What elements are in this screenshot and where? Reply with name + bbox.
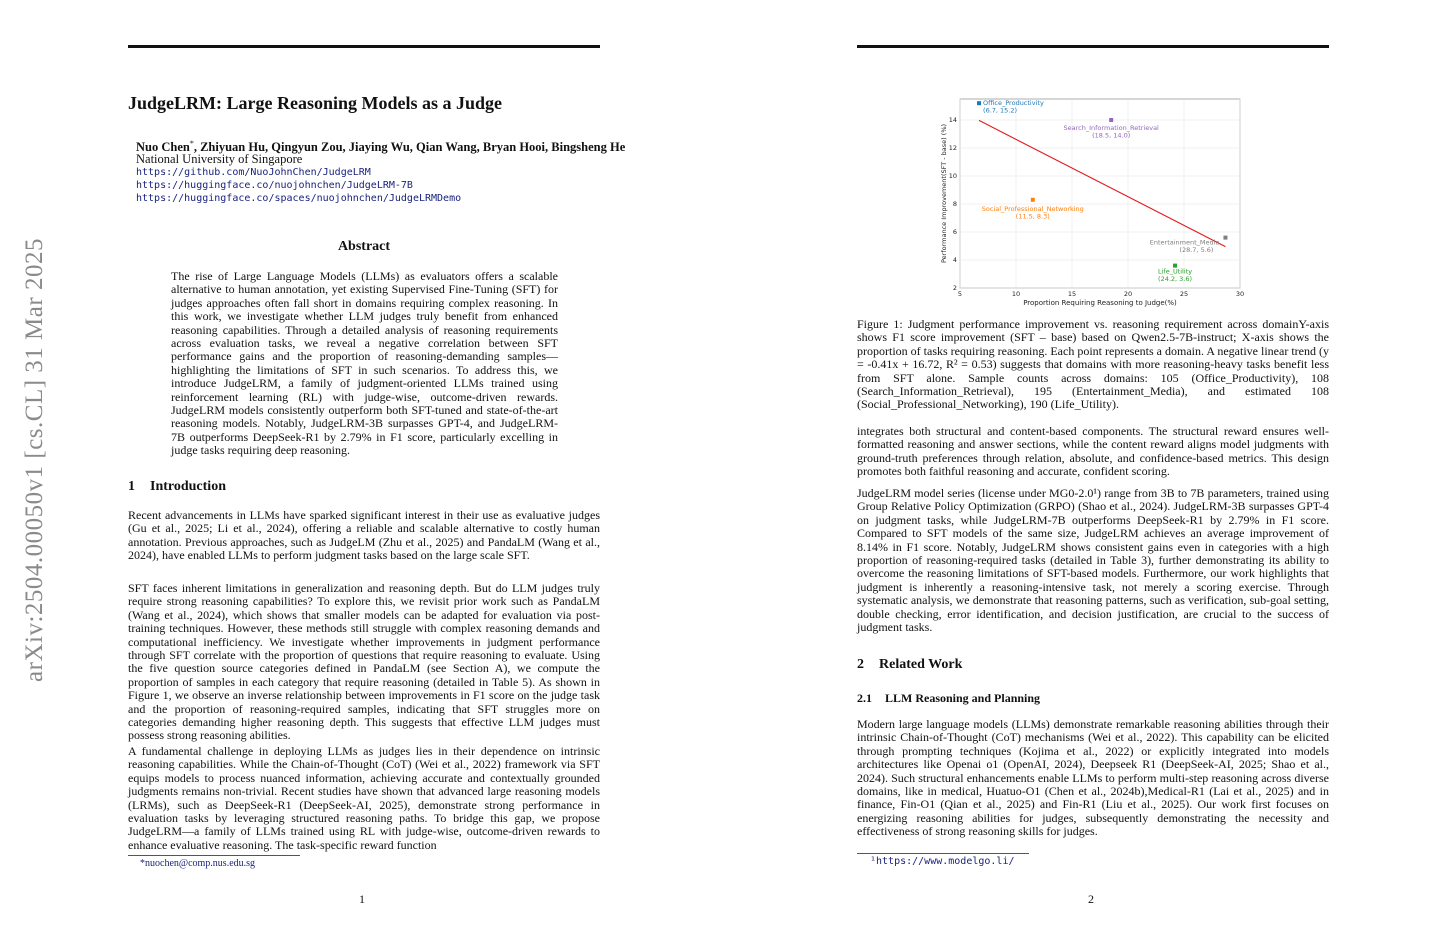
section-1-number: 1 — [128, 479, 135, 494]
author-list: Nuo Chen*, Zhiyuan Hu, Qingyun Zou, Jiaying Wu, Qian Wang, Bryan Hooi, Bingsheng He — [136, 139, 626, 155]
abstract-text: The rise of Large Language Models (LLMs) as evaluators offers a scalable alternative to human annotation, yet existing Supervised Fine-Tuning (SFT) for judges approaches often fall short in domains requiring complex reasoning. In this work, we investigate whether LLM judges truly benefit from enhanced reasoning capabilities. Through a detailed analysis of reasoning requirements across evaluation tasks, we reveal a negative correlation between SFT performance gains and the proportion of reasoning-demanding samples—highlighting the limitations of SFT in such scenarios. To address this, we introduce JudgeLRM, a family of judgment-oriented LLMs trained using reinforcement learning (RL) with judge-wise, outcome-driven rewards. JudgeLRM models consistently outperform both SFT-tuned and state-of-the-art reasoning models. Notably, JudgeLRM-3B surpasses GPT-4, and JudgeLRM-7B outperforms DeepSeek-R1 by 2.79% in F1 score, particularly excelling in judge tasks requiring deep reasoning. — [171, 269, 558, 458]
intro-paragraph-2: SFT faces inherent limitations in generalization and reasoning depth. But do LLM judges truly require strong reasoning capabilities? To explore this, we revisit prior work such as PandaLM (Wang et al., 2024), which shows that smaller models can be adapted for evaluation via post-training techniques. However, these methods still struggle with complex reasoning demands and computational inefficiency. We investigate whether improvements in judgment performance through SFT correlate with the proportion of questions that require reasoning to evaluate. Using the five question source categories defined in PandaLM (see Section A), we compute the proportion of samples in each category that require reasoning (detailed in Table 5). As shown in Figure 1, we observe an inverse relationship between improvements in F1 score on the judge task and the proportion of reasoning-required samples, indicating that SFT struggles more on categories demanding higher reasoning depth. This suggests that effective LLM judges must possess strong reasoning abilities. — [128, 581, 600, 743]
data-point — [977, 101, 981, 105]
footnote-rule-page2 — [857, 853, 1029, 854]
first-author: Nuo Chen — [136, 140, 190, 155]
top-rule-page2 — [857, 45, 1329, 48]
x-axis-label: Proportion Requiring Reasoning to Judge(%) — [1023, 299, 1177, 307]
point-label-value: (24.2, 3.6) — [1158, 275, 1193, 284]
footnote-modelgo-url[interactable]: ¹https://www.modelgo.li/ — [870, 856, 1015, 867]
point-label-name: Search_Information_Retrieval — [1063, 124, 1159, 132]
point-label-name: Entertainment_Media — [1149, 238, 1220, 247]
page-number-2: 2 — [1088, 892, 1094, 906]
point-label-name: Office_Productivity — [983, 99, 1044, 108]
other-authors: Zhiyuan Hu, Qingyun Zou, Jiaying Wu, Qian Wang, Bryan Hooi, Bingsheng He — [200, 140, 626, 155]
y-tick-label: 4 — [952, 256, 957, 265]
url-huggingface-model[interactable]: https://huggingface.co/nuojohnchen/JudgeLRM-7B — [136, 180, 413, 191]
x-tick-label: 30 — [1235, 290, 1245, 298]
paper-title: JudgeLRM: Large Reasoning Models as a Judge — [128, 93, 503, 113]
y-tick-label: 6 — [952, 228, 957, 237]
section-2-title: Related Work — [879, 657, 963, 672]
point-label-name: Life_Utility — [1157, 267, 1193, 276]
intro-paragraph-1: Recent advancements in LLMs have sparked significant interest in their use as evaluative judges (Gu et al., 2025; Li et al., 2024), offering a reliable and scalable alternative to costly human annotation. Previous approaches, such as JudgeLM (Zhu et al., 2025) and PandaLM (Wang et al., 2024), have enabled LLMs to perform judgment tasks based on the large scale SFT. — [128, 508, 600, 563]
y-tick-label: 14 — [948, 116, 957, 125]
data-point — [1223, 236, 1227, 240]
section-1-title: Introduction — [150, 479, 226, 494]
page-number-1: 1 — [359, 892, 365, 906]
point-label-value: (6.7, 15.2) — [983, 106, 1018, 115]
y-axis-label: Performance Improvement(SFT - base) (%) — [940, 123, 948, 264]
page2-paragraph-1: integrates both structural and content-based components. The structural reward ensures well-formatted reasoning and answer sections, while the content reward aligns model judgments with ground-truth preferences through relation, absolute, and confidence-based metrics. This design promotes both faithful reasoning and accurate, confident scoring. — [857, 424, 1329, 479]
data-point — [1031, 198, 1035, 202]
y-tick-label: 8 — [952, 200, 957, 209]
page2-paragraph-2: JudgeLRM model series (license under MG0-2.0¹) range from 3B to 7B parameters, trained using Group Relative Policy Optimization (GRPO) (Shao et al., 2024). JudgeLRM-3B surpasses GPT-4 on judgment tasks, while JudgeLRM-7B outperforms DeepSeek-R1 by 2.79% in F1 score. Compared to SFT models of the same size, JudgeLRM achieves an average improvement of 8.14% in F1 score. Notably, JudgeLRM shows consistent gains even in categories with a high proportion of reasoning-required tasks (detailed in Table 3), further demonstrating its ability to overcome the reasoning limitations of SFT-based models. Furthermore, our work highlights that judgment is inherently a reasoning-intensive task, not merely a scoring exercise. Through systematic analysis, we demonstrate that reasoning patterns, such as verification, sub-goal setting, double checking, error identification, and decision justification, are crucial to the success of judgment tasks. — [857, 486, 1329, 635]
page2-paragraph-3: Modern large language models (LLMs) demonstrate remarkable reasoning abilities through their intrinsic Chain-of-Thought (CoT) mechanisms (Wei et al., 2022). This capability can be elicited through prompting techniques (Kojima et al., 2022) or explicitly integrated into models architectures like Openai o1 (OpenAI, 2024), Deepseek R1 (DeepSeek-AI, 2025; Shao et al., 2024). Such structural enhancements enable LLMs to perform multi-step reasoning across diverse domains, like in medical, Huatuo-O1 (Chen et al., 2024b),Medical-R1 (Lai et al., 2025) and in finance, Fin-O1 (Qian et al., 2025) and Fin-R1 (Liu et al., 2025). Our work first focuses on energizing reasoning abilities for judges, subsequently demonstrating the necessity and effectiveness of strong reasoning skills for judges. — [857, 717, 1329, 839]
point-label-value: (18.5, 14.0) — [1092, 131, 1131, 140]
data-point — [1109, 118, 1113, 122]
footnote-rule-page1 — [128, 855, 300, 856]
subsection-2-1-title: LLM Reasoning and Planning — [885, 691, 1041, 705]
point-label-value: (28.7, 5.6) — [1179, 246, 1214, 255]
abstract-heading: Abstract — [337, 239, 391, 254]
top-rule-page1 — [128, 45, 600, 48]
x-tick-label: 5 — [957, 290, 963, 298]
x-tick-label: 10 — [1011, 290, 1021, 298]
author-footnote-mark: * — [189, 139, 194, 148]
affiliation: National University of Singapore — [136, 152, 303, 166]
url-github[interactable]: https://github.com/NuoJohnChen/JudgeLRM — [136, 167, 371, 178]
y-tick-label: 2 — [952, 284, 957, 293]
footnote-email[interactable]: *nuochen@comp.nus.edu.sg — [140, 858, 256, 869]
y-tick-label: 10 — [948, 172, 957, 181]
figure-1-chart — [935, 92, 1255, 308]
section-2-heading — [857, 657, 962, 673]
x-tick-label: 15 — [1067, 290, 1077, 298]
x-tick-label: 25 — [1179, 290, 1189, 298]
x-tick-label: 20 — [1123, 290, 1133, 298]
subsection-2-1-heading — [857, 691, 1040, 706]
point-label-name: Social_Professional_Networking — [981, 204, 1084, 213]
figure-1-caption: Figure 1: Judgment performance improvement vs. reasoning requirement across domainY-axis shows F1 score improvement (SFT – base) based on Qwen2.5-7B-instruct; X-axis shows the proportion of tasks requiring reasoning. Each point represents a domain. A negative linear trend (y = -0.41x + 16.72, R² = 0.53) suggests that domains with more reasoning-heavy tasks benefit less from SFT alone. Sample counts across domains: 105 (Office_Productivity), 108 (Search_Information_Retrieval), 195 (Entertainment_Media), and estimated 108 (Social_Professional_Networking), 190 (Life_Utility). — [857, 317, 1329, 412]
section-1-heading — [128, 479, 226, 495]
y-tick-label: 12 — [948, 144, 957, 153]
subsection-2-1-number: 2.1 — [857, 691, 872, 705]
section-2-number: 2 — [857, 657, 864, 672]
arxiv-stamp-text: arXiv:2504.00050v1 [cs.CL] 31 Mar 2025 — [21, 238, 48, 682]
intro-paragraph-3: A fundamental challenge in deploying LLMs as judges lies in their dependence on intrinsic reasoning capabilities. While the Chain-of-Thought (CoT) (Wei et al., 2022) framework via SFT equips models to process nuanced information, achieving accurate and contextually grounded judgments remains non-trivial. Recent studies have shown that advanced large reasoning models (LRMs), such as DeepSeek-R1 (DeepSeek-AI, 2025), demonstrate strong performance in evaluation tasks by leveraging structured reasoning paths. To bridge this gap, we propose JudgeLRM—a family of LLMs trained using RL with judge-wise, outcome-driven rewards to enhance evaluative reasoning. The task-specific reward function — [128, 744, 600, 852]
url-huggingface-demo[interactable]: https://huggingface.co/spaces/nuojohnchen/JudgeLRMDemo — [136, 193, 462, 204]
point-label-value: (11.5, 8.3) — [1015, 212, 1050, 221]
